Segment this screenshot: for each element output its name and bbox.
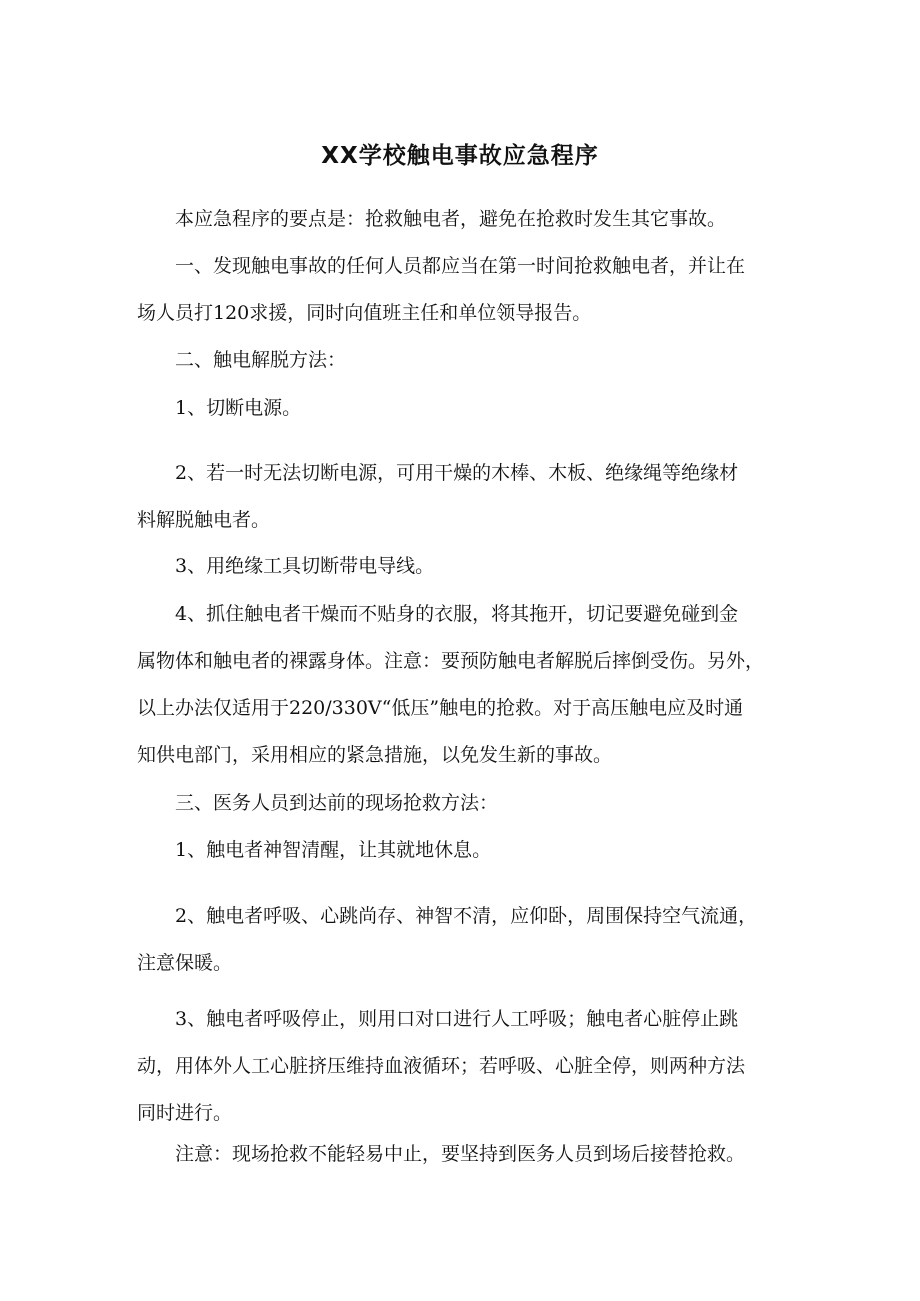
paragraph-line: 3、用绝缘工具切断带电导线。 <box>175 555 435 577</box>
paragraph-line: 注意保暖。 <box>137 952 233 974</box>
paragraph-section-1 <box>137 243 787 337</box>
paragraph-line: 4、抓住触电者干燥而不贴身的衣服，将其拖开，切记要避免碰到金 <box>175 603 739 625</box>
document-title: XX学校触电事故应急程序 <box>321 143 599 169</box>
paragraph-item-3-1 <box>137 827 787 874</box>
paragraph-line: 本应急程序的要点是：抢救触电者，避免在抢救时发生其它事故。 <box>175 208 727 230</box>
paragraph-line: 三、医务人员到达前的现场抢救方法： <box>175 792 499 814</box>
paragraph-line: 1、切断电源。 <box>175 397 302 419</box>
paragraph-item-2-3 <box>137 543 787 590</box>
paragraph-line: 知供电部门，采用相应的紧急措施，以免发生新的事故。 <box>137 744 613 766</box>
paragraph-line: 2、触电者呼吸、心跳尚存、神智不清，应仰卧，周围保持空气流通， <box>175 905 758 927</box>
paragraph-line: 料解脱触电者。 <box>137 509 271 531</box>
paragraph-item-2-4 <box>137 591 787 779</box>
paragraph-line: 一、发现触电事故的任何人员都应当在第一时间抢救触电者，并让在 <box>175 255 746 277</box>
paragraph-section-3-heading <box>137 780 787 827</box>
paragraph-item-3-3 <box>137 996 787 1137</box>
paragraph-item-2-2 <box>137 450 787 544</box>
paragraph-line: 2、若一时无法切断电源，可用干燥的木棒、木板、绝缘绳等绝缘材 <box>175 462 739 484</box>
paragraph-line: 场人员打120求援，同时向值班主任和单位领导报告。 <box>137 302 592 324</box>
paragraph-line: 注意：现场抢救不能轻易中止，要坚持到医务人员到场后接替抢救。 <box>175 1143 746 1165</box>
paragraph-line: 3、触电者呼吸停止，则用口对口进行人工呼吸；触电者心脏停止跳 <box>175 1008 739 1030</box>
paragraph-line: 以上办法仅适用于220/330V“低压”触电的抢救。对于高压触电应及时通 <box>137 697 744 719</box>
paragraph-note <box>137 1131 787 1178</box>
paragraph-section-2-heading <box>137 337 787 384</box>
paragraph-line: 属物体和触电者的裸露身体。注意：要预防触电者解脱后摔倒受伤。另外， <box>137 650 765 672</box>
paragraph-item-3-2 <box>137 893 787 987</box>
paragraph-line: 同时进行。 <box>137 1102 233 1124</box>
paragraph-line: 动，用体外人工心脏挤压维持血液循环；若呼吸、心脏全停，则两种方法 <box>137 1055 746 1077</box>
paragraph-item-2-1 <box>137 385 787 432</box>
paragraph-line: 二、触电解脱方法： <box>175 349 347 371</box>
paragraph-line: 1、触电者神智清醒，让其就地休息。 <box>175 839 492 861</box>
paragraph-intro <box>137 196 787 243</box>
